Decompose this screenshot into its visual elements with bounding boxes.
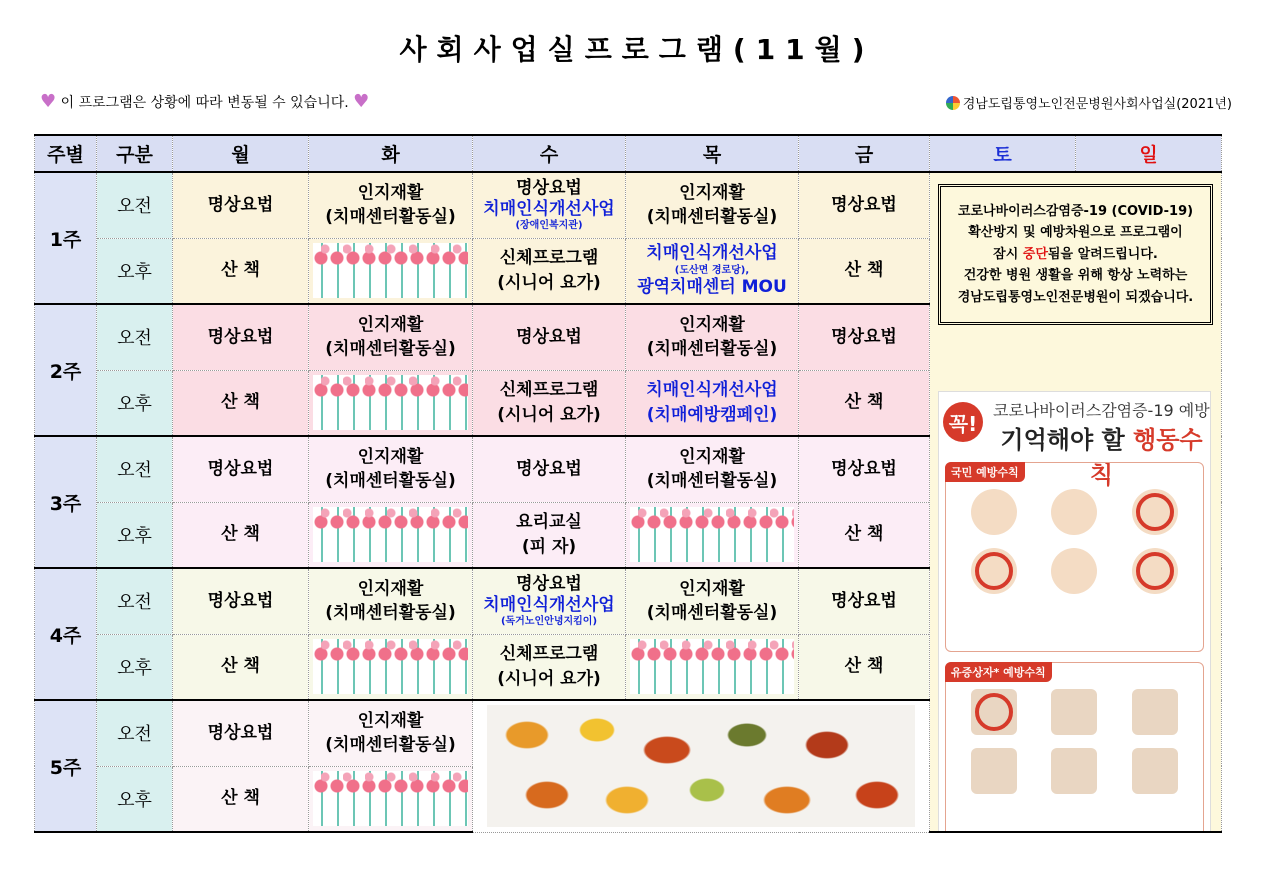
organization [946, 93, 1232, 112]
cell-fri: 산 책 [799, 238, 930, 304]
cell-line: 인지재활 [357, 182, 424, 203]
cell-fri: 명상요법 [799, 172, 930, 238]
tulip-illustration [313, 771, 468, 826]
cell-line: (치매센터활동실) [325, 735, 456, 756]
cell-line: 인지재활 [679, 446, 745, 467]
cell-wed [473, 370, 626, 436]
autumn-leaves-image [473, 700, 930, 832]
cell-fri: 산 책 [799, 634, 930, 700]
side-panel [930, 172, 1222, 832]
cell-line: 인지재활 [679, 182, 745, 203]
tulip-illustration [313, 375, 468, 430]
header-fri: 금 [799, 135, 930, 172]
cell-wed [473, 502, 626, 568]
covid-line: 코로나바이러스감염증-19 (COVID-19) [957, 204, 1194, 219]
cell-thu [626, 304, 799, 370]
cell-line: (독거노인안녕지킴이) [500, 616, 598, 628]
cell-tue [309, 436, 473, 502]
cough-etiquette-icon [1051, 489, 1097, 535]
cell-thu [626, 172, 799, 238]
cell-line: 치매인식개선사업 [646, 243, 778, 264]
cell-line: 인지재활 [357, 710, 424, 731]
table-row [35, 172, 1222, 238]
cell-mon: 명상요법 [173, 172, 309, 238]
am-label: 오전 [97, 700, 173, 766]
cell-wed [473, 634, 626, 700]
cell-tue [309, 502, 473, 568]
no-crowd-icon [1132, 548, 1178, 594]
cell-line: (치매센터활동실) [325, 603, 456, 624]
cell-fri: 명상요법 [799, 436, 930, 502]
cell-fri: 명상요법 [799, 304, 930, 370]
header-thu: 목 [626, 135, 799, 172]
cell-line: 인지재활 [679, 578, 745, 599]
cell-line: 명상요법 [516, 573, 582, 594]
cell-line: (치매센터활동실) [325, 471, 456, 492]
handwash-icon [971, 489, 1017, 535]
cell-mon: 산 책 [173, 766, 309, 832]
poster-headline: 기억해야 할 행동수칙 [1000, 426, 1203, 489]
schedule-table [34, 134, 1222, 833]
cell-line: (치매센터활동실) [646, 207, 778, 228]
page-title: 사회사업실프로그램(11월) [399, 33, 875, 66]
cell-mon: 명상요법 [173, 700, 309, 766]
week-label: 5주 [35, 700, 97, 832]
cell-tue [309, 238, 473, 304]
cell-line: (장애인복지관) [515, 220, 583, 232]
am-label: 오전 [97, 568, 173, 634]
cell-line: 치매인식개선사업 [483, 199, 615, 219]
phone-call-icon [1132, 689, 1178, 735]
cell-fri: 산 책 [799, 370, 930, 436]
cell-mon: 산 책 [173, 238, 309, 304]
cell-thu [626, 436, 799, 502]
cell-line: (시니어 요가) [497, 668, 601, 689]
doctor-icon [1132, 748, 1178, 794]
cell-line: 신체프로그램 [499, 644, 599, 665]
heart-icon: ♥ [40, 91, 57, 112]
cell-line: (치매센터활동실) [646, 339, 778, 360]
am-label: 오전 [97, 304, 173, 370]
hospital-logo-icon [946, 96, 960, 110]
cell-line: (시니어 요가) [497, 272, 601, 293]
covid-line: 경남도립통영노인전문병원이 되겠습니다. [957, 289, 1194, 305]
cell-line: (치매예방캠페인) [646, 404, 778, 425]
cell-wed [473, 568, 626, 634]
cell-line: (피 자) [521, 536, 577, 557]
cell-thu [626, 370, 799, 436]
cell-tue [309, 634, 473, 700]
tulip-illustration [313, 507, 468, 562]
cell-line: 치매인식개선사업 [483, 595, 615, 615]
cell-line: 치매인식개선사업 [646, 380, 778, 401]
header-mon: 월 [173, 135, 309, 172]
pm-label: 오후 [97, 634, 173, 700]
header-wed: 수 [473, 135, 626, 172]
cell-thu [626, 502, 799, 568]
cell-line: (치매센터활동실) [646, 603, 778, 624]
cell-fri: 명상요법 [799, 568, 930, 634]
organization-name: 경남도립통영노인전문병원사회사업실(2021년) [962, 97, 1232, 112]
cell-thu [626, 634, 799, 700]
cell-mon: 산 책 [173, 370, 309, 436]
cell-tue [309, 766, 473, 832]
am-label: 오전 [97, 172, 173, 238]
header-tue: 화 [309, 135, 473, 172]
cell-line: (치매센터활동실) [325, 339, 456, 360]
cell-line: 신체프로그램 [499, 248, 599, 269]
poster-section-public [945, 462, 1204, 652]
checklist-icon [1051, 748, 1097, 794]
covid-notice-box [938, 184, 1213, 325]
poster-section-symptom [945, 662, 1204, 832]
covid-prevention-poster [938, 391, 1211, 832]
no-touch-face-icon [1132, 489, 1178, 535]
cell-wed: 명상요법 [473, 436, 626, 502]
cell-wed: 명상요법 [473, 304, 626, 370]
notice-line [40, 91, 369, 112]
pm-label: 오후 [97, 238, 173, 304]
cell-mon: 명상요법 [173, 568, 309, 634]
pm-label: 오후 [97, 370, 173, 436]
week-label: 4주 [35, 568, 97, 700]
covid-line: 잠시 중단됨을 알려드립니다. [993, 246, 1158, 262]
cell-tue [309, 172, 473, 238]
poster-subtitle: 코로나바이러스감염증-19 예방 [993, 401, 1210, 420]
week-label: 1주 [35, 172, 97, 304]
autumn-leaves-illustration [487, 705, 915, 827]
no-office-icon [971, 689, 1017, 735]
cell-line: 인지재활 [679, 314, 745, 335]
cell-line: 인지재활 [357, 314, 424, 335]
cell-line: 요리교실 [516, 512, 582, 533]
week-label: 2주 [35, 304, 97, 436]
cell-line: (도산면 경로당), [674, 264, 750, 276]
covid-line: 확산방지 및 예방차원으로 프로그램이 [968, 225, 1183, 241]
section-tag: 유증상자* 예방수칙 [945, 662, 1052, 682]
header-type: 구분 [97, 135, 173, 172]
home-rest-icon [1051, 689, 1097, 735]
cell-line: 인지재활 [357, 578, 424, 599]
cell-mon: 명상요법 [173, 304, 309, 370]
cell-line: 명상요법 [516, 177, 582, 198]
cell-line: 신체프로그램 [499, 380, 599, 401]
mask-icon [1051, 548, 1097, 594]
no-contact-icon [971, 548, 1017, 594]
tulip-illustration [313, 243, 468, 298]
header-row [35, 135, 1222, 172]
pm-label: 오후 [97, 766, 173, 832]
pm-label: 오후 [97, 502, 173, 568]
cell-tue [309, 700, 473, 766]
cell-thu [626, 568, 799, 634]
header-sun: 일 [1076, 135, 1222, 172]
section-tag: 국민 예방수칙 [945, 462, 1025, 482]
covid-line: 건강한 병원 생활을 위해 항상 노력하는 [963, 268, 1188, 284]
car-icon [971, 748, 1017, 794]
cell-wed [473, 238, 626, 304]
cell-thu [626, 238, 799, 304]
cell-mon: 산 책 [173, 502, 309, 568]
cell-line: (시니어 요가) [497, 404, 601, 425]
cell-line: 인지재활 [357, 446, 424, 467]
tulip-illustration [630, 639, 794, 694]
heart-icon: ♥ [353, 91, 370, 112]
cell-tue [309, 568, 473, 634]
tulip-illustration [630, 507, 794, 562]
tulip-illustration [313, 639, 468, 694]
header-week: 주별 [35, 135, 97, 172]
cell-wed [473, 172, 626, 238]
cell-tue [309, 370, 473, 436]
header-sat: 토 [930, 135, 1076, 172]
cell-tue [309, 304, 473, 370]
cell-mon: 산 책 [173, 634, 309, 700]
cell-mon: 명상요법 [173, 436, 309, 502]
cell-fri: 산 책 [799, 502, 930, 568]
week-label: 3주 [35, 436, 97, 568]
cell-line: (치매센터활동실) [325, 207, 456, 228]
am-label: 오전 [97, 436, 173, 502]
cell-line: (치매센터활동실) [646, 471, 778, 492]
cell-line: 광역치매센터 MOU [637, 277, 787, 297]
notice-text: 이 프로그램은 상황에 따라 변동될 수 있습니다. [60, 95, 349, 111]
poster-badge: 꼭! [943, 402, 983, 442]
